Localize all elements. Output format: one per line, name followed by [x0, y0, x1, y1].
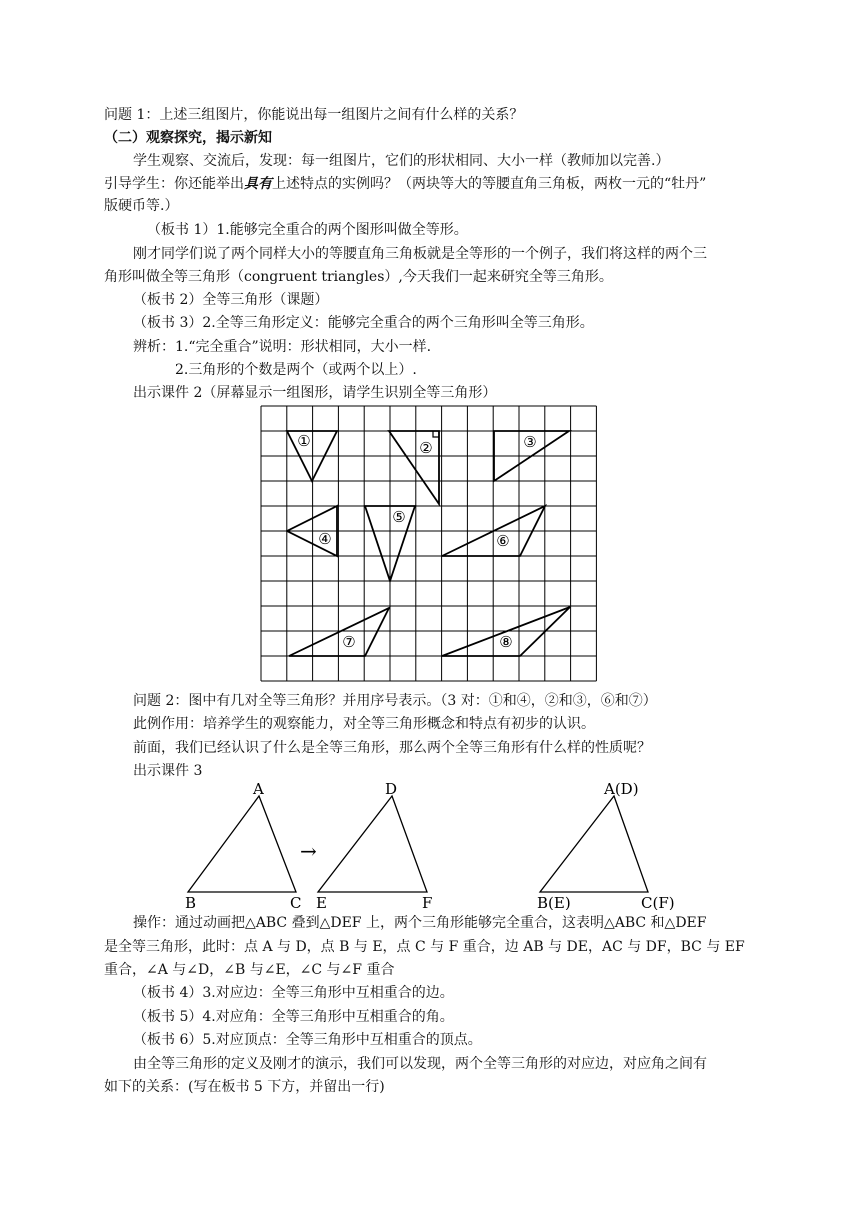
vertex-label-d: D [385, 780, 398, 798]
analysis-2: 2.三角形的个数是两个（或两个以上）. [175, 362, 417, 378]
paragraph-just-1: 刚才同学们说了两个同样大小的等腰直角三角板就是全等形的一个例子，我们将这样的两个三 [133, 246, 707, 262]
vertex-label-c: C [290, 894, 302, 910]
board-note-1: （板书 1）1.能够完全重合的两个图形叫做全等形。 [147, 222, 468, 238]
triangle-label-3: ③ [523, 433, 537, 451]
board-note-5: （板书 5）4.对应角：全等三角形中互相重合的角。 [133, 1009, 454, 1025]
paragraph-observe: 学生观察、交流后，发现：每一组图片，它们的形状相同、大小一样（教师加以完善.） [133, 153, 670, 169]
vertex-label-be: B(E) [537, 894, 571, 910]
paragraph-before: 前面，我们已经认识了什么是全等三角形，那么两个全等三角形有什么样的性质呢？ [133, 740, 651, 756]
triangle-def [318, 796, 427, 892]
paragraph-guide [104, 175, 706, 193]
courseware-3: 出示课件 3 [133, 763, 203, 779]
grid-triangles-figure [258, 404, 600, 682]
triangle-label-6: ⑥ [496, 532, 510, 550]
conclusion-2: 如下的关系：(写在板书 5 下方，并留出一行) [104, 1079, 385, 1095]
question-2: 问题 2：图中有几对全等三角形？并用序号表示。（3 对：①和④，②和③，⑥和⑦） [133, 693, 657, 709]
paragraph-just-2: 角形叫做全等三角形（congruent triangles）,今天我们一起来研究全等三角形。 [104, 269, 613, 285]
question-1: 问题 1：上述三组图片，你能说出每一组图片之间有什么样的关系？ [104, 107, 524, 123]
guide-text-b: 上述特点的实例吗？（两块等大的等腰直角三角板，两枚一元的“牡丹” [272, 176, 707, 192]
triangles-overlap-figure [170, 778, 690, 910]
triangle-label-2: ② [419, 439, 433, 457]
vertex-label-ad: A(D) [604, 780, 639, 798]
triangle-label-5: ⑤ [392, 508, 406, 526]
vertex-label-b: B [185, 894, 197, 910]
board-note-6: （板书 6）5.对应顶点：全等三角形中互相重合的顶点。 [133, 1032, 482, 1048]
guide-emphasis: 具有 [244, 176, 272, 192]
triangle-label-8: ⑧ [499, 633, 513, 651]
operation-2: 是全等三角形，此时：点 A 与 D，点 B 与 E，点 C 与 F 重合，边 AB 与 DE，AC 与 DF，BC 与 EF [104, 939, 745, 955]
paragraph-guide-cont: 版硬币等.） [104, 198, 179, 214]
board-note-2: （板书 2）全等三角形（课题） [133, 292, 329, 308]
arrow-icon: → [300, 839, 317, 863]
section-heading: （二）观察探究，揭示新知 [104, 130, 272, 146]
courseware-2: 出示课件 2（屏幕显示一组图形，请学生识别全等三角形） [133, 385, 497, 401]
vertex-label-e: E [316, 894, 327, 910]
triangle-label-1: ① [297, 432, 311, 450]
guide-text-a: 引导学生：你还能举出 [104, 176, 244, 192]
conclusion-1: 由全等三角形的定义及刚才的演示，我们可以发现，两个全等三角形的对应边，对应角之间有 [133, 1056, 707, 1072]
triangle-label-4: ④ [318, 530, 332, 548]
triangle-overlay [540, 796, 648, 892]
board-note-3: （板书 3）2.全等三角形定义：能够完全重合的两个三角形叫全等三角形。 [133, 315, 594, 331]
operation-1: 操作：通过动画把△ABC 叠到△DEF 上，两个三角形能够完全重合，这表明△ABC 和△DEF [133, 915, 707, 931]
triangle-abc [188, 796, 296, 892]
analysis-1: 辨析：1.“完全重合”说明：形状相同，大小一样. [133, 339, 432, 355]
triangle-label-7: ⑦ [342, 633, 356, 651]
purpose-note: 此例作用：培养学生的观察能力，对全等三角形概念和特点有初步的认识。 [133, 716, 595, 732]
board-note-4: （板书 4）3.对应边：全等三角形中互相重合的边。 [133, 985, 454, 1001]
vertex-label-f: F [422, 894, 433, 910]
vertex-label-cf: C(F) [641, 894, 675, 910]
vertex-label-a: A [253, 780, 264, 798]
triangle-7 [289, 608, 389, 656]
operation-3: 重合，∠A 与∠D，∠B 与∠E，∠C 与∠F 重合 [104, 962, 395, 978]
